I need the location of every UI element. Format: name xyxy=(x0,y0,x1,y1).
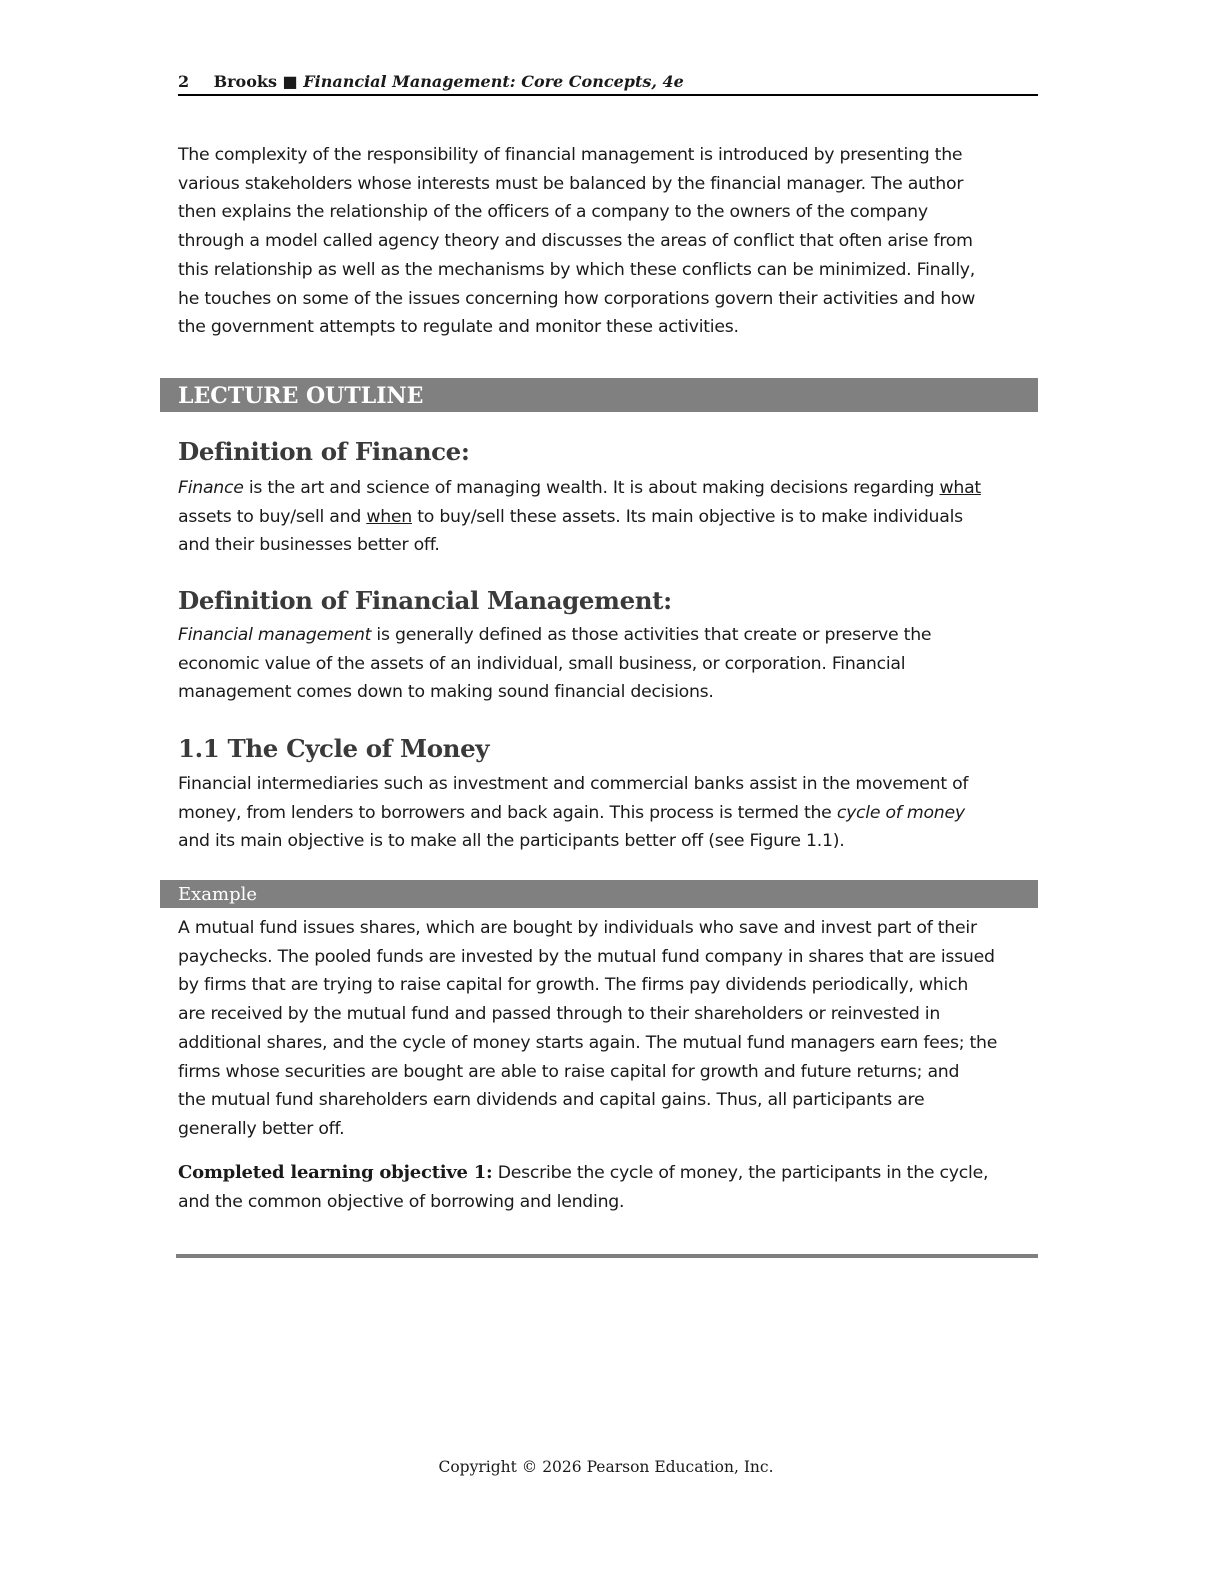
text-line: then explains the relationship of the officers of a company to the owners of the company xyxy=(178,202,928,223)
example-paragraph xyxy=(178,914,1038,1144)
example-banner: Example xyxy=(160,880,1038,908)
definition-fm-paragraph xyxy=(178,621,1038,707)
text-line: through a model called agency theory and discusses the areas of conflict that often arise from xyxy=(178,231,973,252)
definition-fm-heading: Definition of Financial Management: xyxy=(178,586,672,615)
text-line: this relationship as well as the mechanisms by which these conflicts can be minimized. Finally, xyxy=(178,259,975,280)
text-line xyxy=(178,503,1038,532)
text-line xyxy=(178,474,1038,503)
term-cycle-of-money: cycle of money xyxy=(836,802,965,823)
text-line: Financial intermediaries such as investment and commercial banks assist in the movement of xyxy=(178,774,969,794)
text-line: and its main objective is to make all the participants better off (see Figure 1.1). xyxy=(178,831,845,852)
underlined-what: what xyxy=(939,478,981,498)
section-1-1-paragraph xyxy=(178,770,1038,856)
text-line: the mutual fund shareholders earn dividends and capital gains. Thus, all participants are xyxy=(178,1090,925,1111)
section-divider xyxy=(176,1254,1038,1258)
text-span: is generally defined as those activities that create or preserve the xyxy=(371,625,932,645)
header-author: Brooks xyxy=(213,72,277,91)
text-span: is the art and science of managing wealth. It is about making decisions regarding xyxy=(243,478,940,498)
text-line: by firms that are trying to raise capital for growth. The firms pay dividends periodically, which xyxy=(178,975,969,996)
text-line: and their businesses better off. xyxy=(178,535,440,556)
section-1-1-heading: 1.1 The Cycle of Money xyxy=(178,734,490,763)
text-line xyxy=(178,621,1038,650)
text-line: A mutual fund issues shares, which are bought by individuals who save and invest part of their xyxy=(178,918,977,938)
text-line: are received by the mutual fund and passed through to their shareholders or reinvested in xyxy=(178,1004,941,1025)
learning-objective-label: Completed learning objective 1: xyxy=(178,1162,493,1183)
text-line: the government attempts to regulate and monitor these activities. xyxy=(178,317,739,338)
text-line: additional shares, and the cycle of money starts again. The mutual fund managers earn fees; the xyxy=(178,1032,998,1053)
text-line xyxy=(178,1159,1038,1188)
underlined-when: when xyxy=(366,506,412,527)
learning-objective-paragraph xyxy=(178,1159,1038,1216)
term-finance: Finance xyxy=(178,478,244,498)
text-span: assets to buy/sell and xyxy=(178,506,367,527)
text-line: firms whose securities are bought are able to raise capital for growth and future returns; and xyxy=(178,1061,960,1082)
term-financial-management: Financial management xyxy=(178,625,372,645)
text-line: generally better off. xyxy=(178,1118,345,1139)
page-number: 2 xyxy=(178,72,190,91)
text-span: to buy/sell these assets. Its main objective is to make individuals xyxy=(411,506,963,527)
copyright-footer: Copyright © 2026 Pearson Education, Inc. xyxy=(438,1458,774,1476)
definition-finance-heading: Definition of Finance: xyxy=(178,437,470,466)
text-line: paychecks. The pooled funds are invested by the mutual fund company in shares that are issued xyxy=(178,946,995,967)
intro-paragraph xyxy=(178,141,1038,342)
text-line: economic value of the assets of an individual, small business, or corporation. Financial xyxy=(178,653,906,674)
definition-finance-paragraph xyxy=(178,474,1038,560)
header-book-title: Financial Management: Core Concepts, 4e xyxy=(303,72,684,91)
text-line: he touches on some of the issues concerning how corporations govern their activities and how xyxy=(178,288,976,309)
text-line xyxy=(178,799,1038,828)
text-span: Describe the cycle of money, the participants in the cycle, xyxy=(492,1163,989,1183)
header-separator: ■ xyxy=(282,72,298,91)
text-span: money, from lenders to borrowers and back again. This process is termed the xyxy=(178,802,837,823)
text-line: various stakeholders whose interests must be balanced by the financial manager. The author xyxy=(178,173,964,194)
text-line: and the common objective of borrowing and lending. xyxy=(178,1191,625,1212)
running-header xyxy=(178,70,1038,96)
text-line: management comes down to making sound financial decisions. xyxy=(178,682,714,703)
text-line: The complexity of the responsibility of financial management is introduced by presenting the xyxy=(178,145,963,165)
lecture-outline-banner: LECTURE OUTLINE xyxy=(160,378,1038,412)
